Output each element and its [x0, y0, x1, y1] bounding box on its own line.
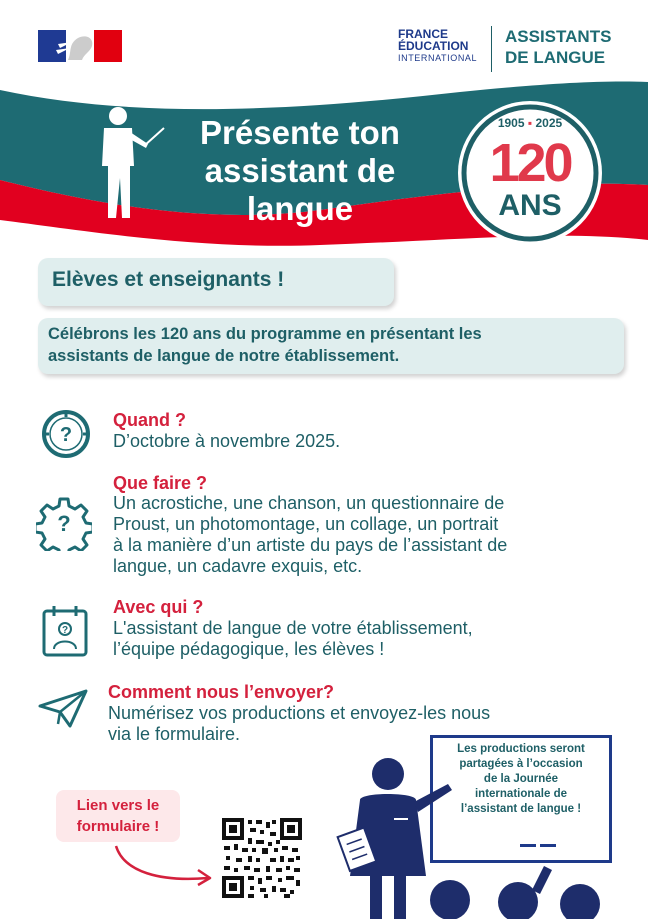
board-line: Les productions seront — [457, 743, 585, 755]
form-link-label[interactable] — [56, 790, 180, 842]
svg-text:?: ? — [61, 625, 69, 636]
section-when-text — [113, 431, 340, 452]
board-marks — [520, 842, 560, 850]
qr-code[interactable] — [222, 818, 302, 898]
program-line-2: DE LANGUE — [505, 48, 606, 67]
section-who-line: L'assistant de langue de votre établissement, — [113, 618, 473, 638]
section-how-heading: Comment nous l’envoyer? — [108, 682, 335, 702]
logo-divider — [491, 26, 492, 72]
section-how-line: Numérisez vos productions et envoyez-les nous — [108, 703, 491, 723]
section-what-heading: Que faire ? — [113, 473, 208, 493]
badge-year-start: 1905 — [497, 116, 525, 130]
intro-box — [38, 318, 624, 374]
badge-years: 1905 ▪ 2025 — [497, 116, 563, 130]
hero-title-line-1: Présente ton — [200, 114, 400, 151]
france-education-international-logo — [398, 28, 477, 64]
hero-title-line-2: assistant de — [204, 152, 396, 189]
hero-title-line-3: langue — [246, 190, 354, 227]
gear-question-icon — [36, 495, 92, 551]
audience-text: Elèves et enseignants ! — [52, 268, 285, 291]
svg-text:?: ? — [57, 511, 71, 536]
board-line: partagées à l’occasion — [459, 758, 583, 770]
audience-box — [38, 258, 394, 306]
section-who-line: l’équipe pédagogique, les élèves ! — [113, 639, 385, 659]
section-how-line: via le formulaire. — [108, 724, 241, 744]
section-when-line: D’octobre à novembre 2025. — [113, 431, 341, 451]
board-line: l’assistant de langue ! — [460, 803, 582, 815]
section-what-line: à la manière d’un artiste du pays de l’assistant de — [113, 535, 508, 555]
board-line: de la Journée — [483, 773, 559, 785]
section-what-text — [113, 493, 507, 577]
assistants-de-langue-logo — [505, 26, 611, 68]
org-line-3: INTERNATIONAL — [398, 53, 478, 63]
paper-plane-icon — [36, 688, 90, 730]
marianne-flag-logo — [38, 30, 122, 62]
calendar-person-icon — [40, 603, 90, 659]
program-line-1: ASSISTANTS — [505, 27, 612, 46]
clock-question-icon — [40, 408, 92, 460]
section-who-heading: Avec qui ? — [113, 597, 204, 617]
hero-title — [150, 114, 450, 228]
section-what-line: Proust, un photomontage, un collage, un portrait — [113, 514, 499, 534]
badge-number: 120 — [489, 133, 571, 193]
students-silhouettes — [420, 860, 648, 919]
badge-unit: ANS — [498, 189, 562, 222]
badge-year-end: 2025 — [535, 116, 563, 130]
section-what-line: langue, un cadavre exquis, etc. — [113, 556, 363, 576]
form-link-line-1: Lien vers le — [76, 797, 160, 814]
intro-line-1: Célébrons les 120 ans du programme en présentant les — [48, 325, 482, 343]
section-who-text — [113, 618, 473, 660]
section-when-heading: Quand ? — [113, 410, 186, 430]
intro-line-2: assistants de langue de notre établissement. — [48, 347, 400, 365]
section-what-line: Un acrostiche, une chanson, un questionnaire de — [113, 493, 505, 513]
board-line: internationale de — [474, 788, 568, 800]
org-line-2: ÉDUCATION — [398, 39, 469, 53]
org-line-1: FRANCE — [398, 27, 448, 41]
form-link-line-2: formulaire ! — [76, 818, 160, 835]
svg-text:?: ? — [59, 424, 73, 446]
curved-arrow-icon — [110, 842, 220, 888]
